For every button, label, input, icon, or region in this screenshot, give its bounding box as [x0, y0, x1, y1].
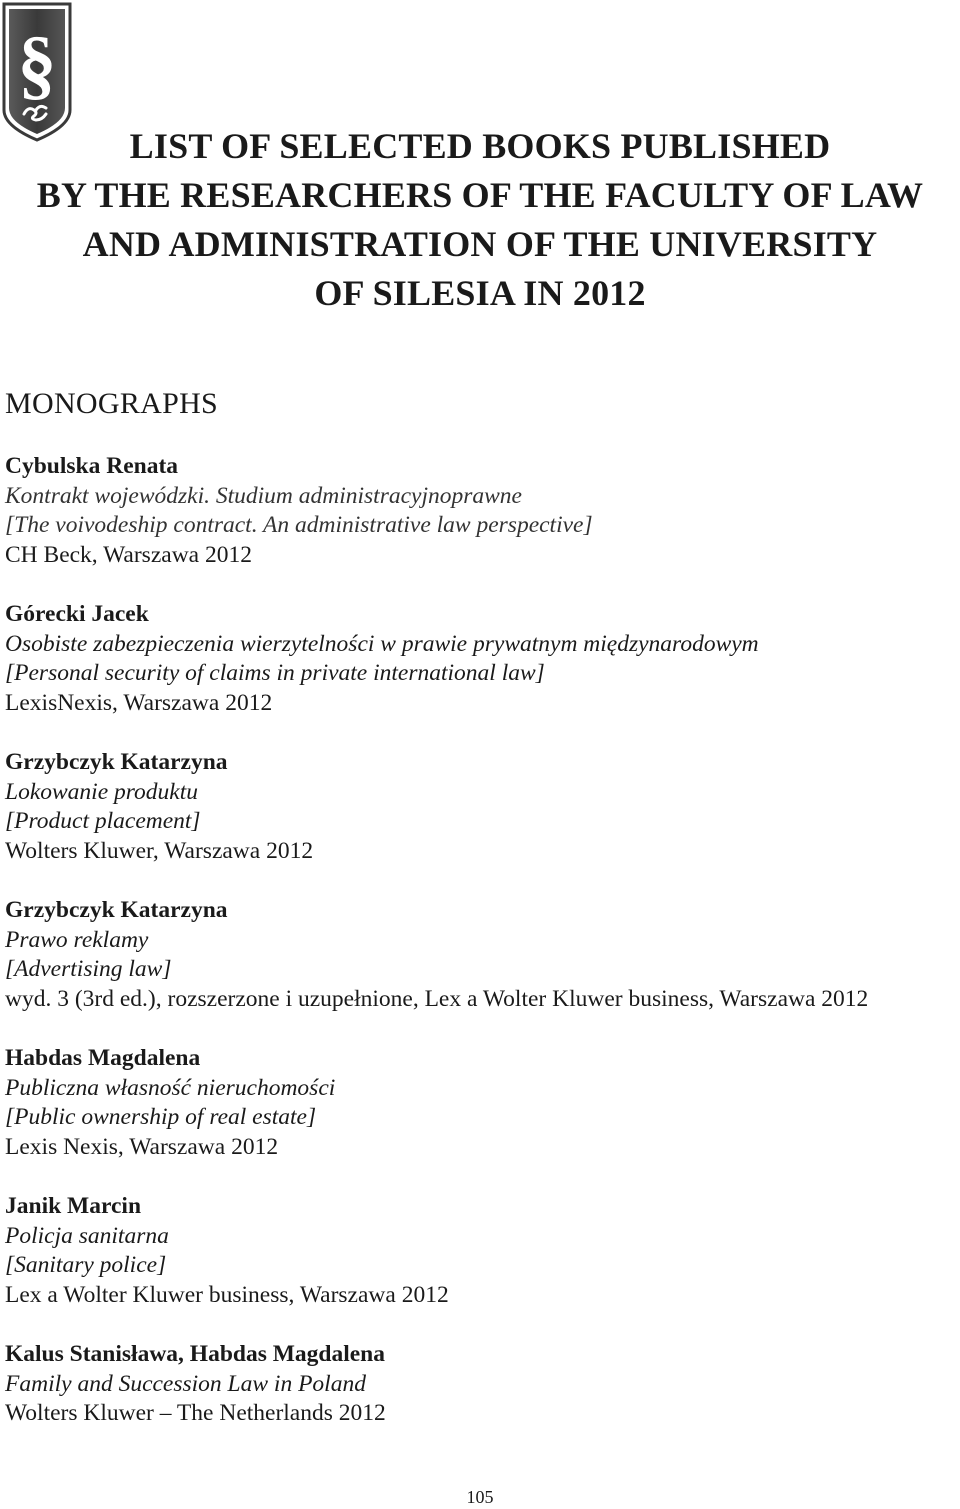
book-entry — [5, 748, 957, 866]
title-line: BY THE RESEARCHERS OF THE FACULTY OF LAW — [36, 175, 924, 215]
title-line: OF SILESIA IN 2012 — [314, 273, 646, 313]
book-title-translation: [Advertising law] — [5, 956, 172, 982]
book-entry — [5, 600, 957, 718]
book-list — [5, 452, 957, 1459]
book-author: Górecki Jacek — [5, 601, 149, 627]
book-author: Grzybczyk Katarzyna — [5, 749, 228, 775]
page-title — [0, 122, 960, 318]
page-number: 105 — [466, 1487, 494, 1507]
book-entry — [5, 1192, 957, 1310]
book-title: Policja sanitarna — [5, 1222, 169, 1249]
book-author: Habdas Magdalena — [5, 1045, 201, 1071]
book-title: Kontrakt wojewódzki. Studium administracyjnoprawne — [5, 482, 522, 509]
book-publisher: Wolters Kluwer – The Netherlands 2012 — [5, 1400, 386, 1426]
svg-text:§: § — [17, 20, 57, 107]
book-publisher: Lexis Nexis, Warszawa 2012 — [5, 1133, 279, 1160]
book-entry — [5, 1340, 957, 1429]
book-title: Publiczna własność nieruchomości — [5, 1074, 336, 1101]
book-author: Grzybczyk Katarzyna — [5, 897, 228, 923]
section-heading: MONOGRAPHS — [5, 387, 219, 420]
book-title-translation: [Sanitary police] — [5, 1252, 167, 1278]
book-title-translation: [Personal security of claims in private international law] — [5, 660, 545, 686]
book-entry — [5, 452, 957, 570]
book-title-translation: [The voivodeship contract. An administrative law perspective] — [5, 512, 593, 538]
book-title-translation: [Public ownership of real estate] — [5, 1104, 317, 1130]
book-publisher: Wolters Kluwer, Warszawa 2012 — [5, 837, 314, 864]
title-line: AND ADMINISTRATION OF THE UNIVERSITY — [82, 224, 878, 264]
book-author: Janik Marcin — [5, 1193, 142, 1219]
book-title: Prawo reklamy — [5, 926, 149, 953]
book-author: Cybulska Renata — [5, 453, 179, 479]
book-publisher: wyd. 3 (3rd ed.), rozszerzone i uzupełnione, Lex a Wolter Kluwer business, Warszawa 2012 — [5, 985, 869, 1012]
title-line: LIST OF SELECTED BOOKS PUBLISHED — [129, 126, 831, 166]
book-title: Family and Succession Law in Poland — [5, 1370, 366, 1397]
book-entry — [5, 896, 957, 1014]
book-author: Kalus Stanisława, Habdas Magdalena — [5, 1341, 386, 1367]
section-sign-shield-icon — [2, 2, 72, 142]
book-title: Lokowanie produktu — [5, 778, 198, 805]
book-title-translation: [Product placement] — [5, 808, 201, 834]
book-title: Osobiste zabezpieczenia wierzytelności w prawie prywatnym międzynarodowym — [5, 630, 759, 657]
book-entry — [5, 1044, 957, 1162]
book-publisher: Lex a Wolter Kluwer business, Warszawa 2012 — [5, 1281, 449, 1308]
book-publisher: CH Beck, Warszawa 2012 — [5, 541, 252, 568]
book-publisher: LexisNexis, Warszawa 2012 — [5, 689, 273, 716]
